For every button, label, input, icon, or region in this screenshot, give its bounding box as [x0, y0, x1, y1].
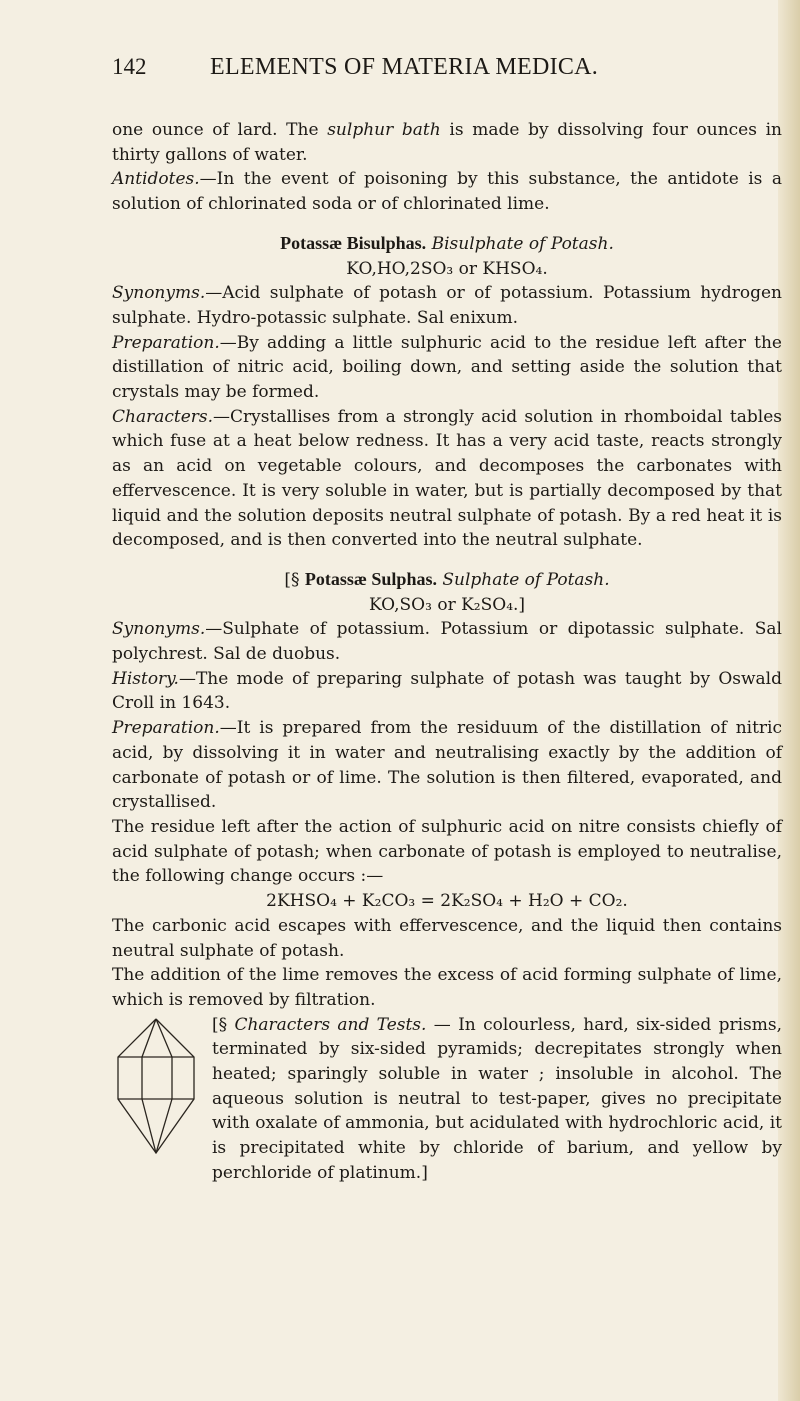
sulphas-formula: KO,SO₃ or K₂SO₄.]	[368, 594, 526, 615]
characters-text: —Crystallises from a strongly acid solution in rhomboidal tables which fuse at a heat below redness. It has a very acid taste, reacts strongly as an acid on vegetable colours, and decomposes the carbonates with effervescence. It is very soluble in water, but is partially decomposed by that liquid and the solution deposits neutral sulphate of potash. By a red heat it is decomposed, and is then converted into the neutral sulphate.	[112, 406, 782, 551]
running-title: ELEMENTS OF MATERIA MEDICA.	[210, 54, 599, 80]
bisulphas-subtitle: Bisulphate of Potash.	[431, 233, 614, 254]
intro-rest: is made by dissolving four ounces in thirty gallons of water.	[112, 120, 783, 165]
sulphas-preparation	[112, 716, 782, 815]
preparation-text: —It is prepared from the residuum of the distillation of nitric acid, by dissolving it in water and neutralising exactly by the addition of carbonate of potash or of lime. The solution is then filtered, evaporated, and crystallised.	[112, 718, 782, 813]
sulphas-bracket: [§	[284, 569, 305, 590]
sulphas-title: Potassæ Sulphas.	[304, 568, 437, 589]
intro-text: one ounce of lard. The	[112, 120, 328, 140]
synonyms-text: —Acid sulphate of potash or of potassium. Potassium hydrogen sulphate. Hydro-potassic sulphate. Sal enixum.	[112, 283, 782, 328]
synonyms-text: —Sulphate of potassium. Potassium or dipotassic sulphate. Sal polychrest. Sal de duobus.	[112, 619, 782, 665]
antidotes-label: Antidotes.	[112, 169, 200, 190]
bisulphas-synonyms	[112, 281, 782, 330]
sulphas-subtitle: Sulphate of Potash.	[442, 569, 610, 590]
characters-tests-text: — In colourless, hard, six-sided prisms, terminated by six-sided pyramids; decrepitates strongly when heated; sparingly soluble in water ; insoluble in alcohol. The aqueous solution is neutral to test-paper, gives no precipitate with oxalate of ammonia, but acidulated with hydrochloric acid, it is precipitated white by chloride of barium, and yellow by perchloride of platinum.]	[212, 1014, 782, 1183]
bisulphas-preparation	[112, 331, 782, 405]
carbonic-paragraph: The carbonic acid escapes with effervescence, and the liquid then contains neutral sulphate of potash.	[112, 915, 782, 961]
page-body	[112, 118, 782, 1186]
intro-paragraph	[112, 118, 782, 167]
history-text: —The mode of preparing sulphate of potash was taught by Oswald Croll in 1643.	[112, 668, 782, 714]
antidotes-text: —In the event of poisoning by this substance, the antidote is a solution of chlorinated soda or of chlorinated lime.	[112, 169, 782, 215]
characters-tests-block	[112, 1013, 782, 1186]
hexagonal-prism-illustration	[108, 1013, 204, 1163]
characters-tests-label: Characters and Tests.	[234, 1014, 427, 1035]
characters-label: Characters.	[112, 406, 214, 427]
preparation-text: —By adding a little sulphuric acid to the residue left after the distillation of nitric acid, boiling down, and setting aside the solution that crystals may be formed.	[112, 332, 782, 403]
page-number: 142	[112, 54, 147, 79]
history-label: History.	[112, 668, 179, 689]
sulphas-history	[112, 667, 782, 716]
lime-paragraph: The addition of the lime removes the excess of acid forming sulphate of lime, which is removed by filtration.	[112, 965, 782, 1010]
synonyms-label: Synonyms.	[112, 619, 206, 640]
antidotes-paragraph	[112, 167, 782, 216]
characters-tests-paragraph	[112, 1013, 782, 1186]
page-header	[112, 54, 672, 88]
reaction-equation: 2KHSO₄ + K₂CO₃ = 2K₂SO₄ + H₂O + CO₂.	[266, 891, 628, 912]
bisulphas-title: Potassæ Bisulphas.	[280, 232, 427, 253]
bisulphas-formula: KO,HO,2SO₃ or KHSO₄.	[346, 258, 548, 279]
sulphas-heading	[112, 567, 782, 593]
synonyms-label: Synonyms.	[112, 283, 206, 304]
sulphur-bath-term: sulphur bath	[327, 120, 441, 140]
bisulphas-characters	[112, 405, 782, 553]
residue-paragraph: The residue left after the action of sulphuric acid on nitre consists chiefly of acid sulphate of potash; when carbonate of potash is employed to neutralise, the following change occurs :—	[112, 816, 782, 887]
preparation-label: Preparation.	[112, 332, 220, 353]
bisulphas-heading	[112, 231, 782, 257]
crystal-figure	[108, 1013, 204, 1163]
preparation-label: Preparation.	[112, 718, 220, 739]
characters-bracket: [§	[212, 1014, 235, 1035]
sulphas-synonyms	[112, 617, 782, 666]
